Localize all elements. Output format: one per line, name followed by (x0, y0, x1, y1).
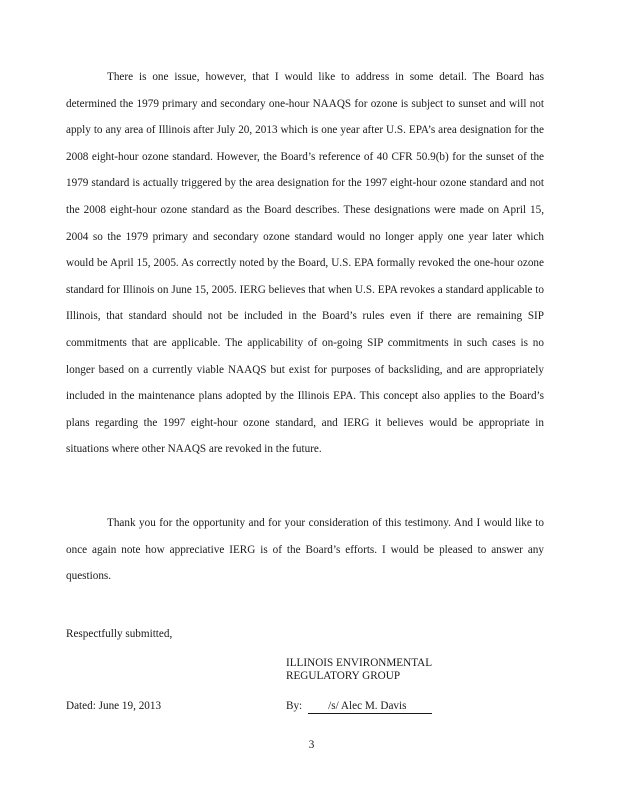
page-number: 3 (308, 739, 315, 751)
signature-line (286, 699, 432, 714)
closing-respectfully: Respectfully submitted, (66, 628, 173, 640)
body-paragraph-thanks: Thank you for the opportunity and for your consideration of this testimony. And I would like to once again note how appreciative IERG is of the Board’s efforts. I would be pleased to answer any questions. (66, 517, 544, 583)
organization-name-line2: REGULATORY GROUP (286, 670, 401, 682)
by-label: By: (286, 700, 303, 712)
body-paragraph-sunset-issue: There is one issue, however, that I would like to address in some detail. The Board has determined the 1979 primary and secondary one-hour NAAQS for ozone is subject to sunset and will not apply to any area of Illinois after July 20, 2013 which is one year after U.S. EPA’s area designation for the 2008 eight-hour ozone standard. However, the Board’s reference of 40 CFR 50.9(b) for the sunset of the 1979 standard is actually triggered by the area designation for the 1997 eight-hour ozone standard and not the 2008 eight-hour ozone standard as the Board describes. These designations were made on April 15, 2004 so the 1979 primary and secondary ozone standard would no longer apply one year later which would be April 15, 2005. As correctly noted by the Board, U.S. EPA formally revoked the one-hour ozone standard for Illinois on June 15, 2005. IERG believes that when U.S. EPA revokes a standard applicable to Illinois, that standard should not be included in the Board’s rules even if there are remaining SIP commitments that are applicable. The applicability of on-going SIP commitments in such cases is no longer based on a currently viable NAAQS but exist for purposes of backsliding, and are appropriately included in the maintenance plans adopted by the Illinois EPA. This concept also applies to the Board’s plans regarding the 1997 eight-hour ozone standard, and IERG it believes would be appropriate in situations where other NAAQS are revoked in the future. (66, 71, 544, 456)
organization-name-line1: ILLINOIS ENVIRONMENTAL (286, 657, 433, 669)
date-line: Dated: June 19, 2013 (66, 700, 162, 712)
signature: /s/ Alec M. Davis (308, 700, 432, 714)
